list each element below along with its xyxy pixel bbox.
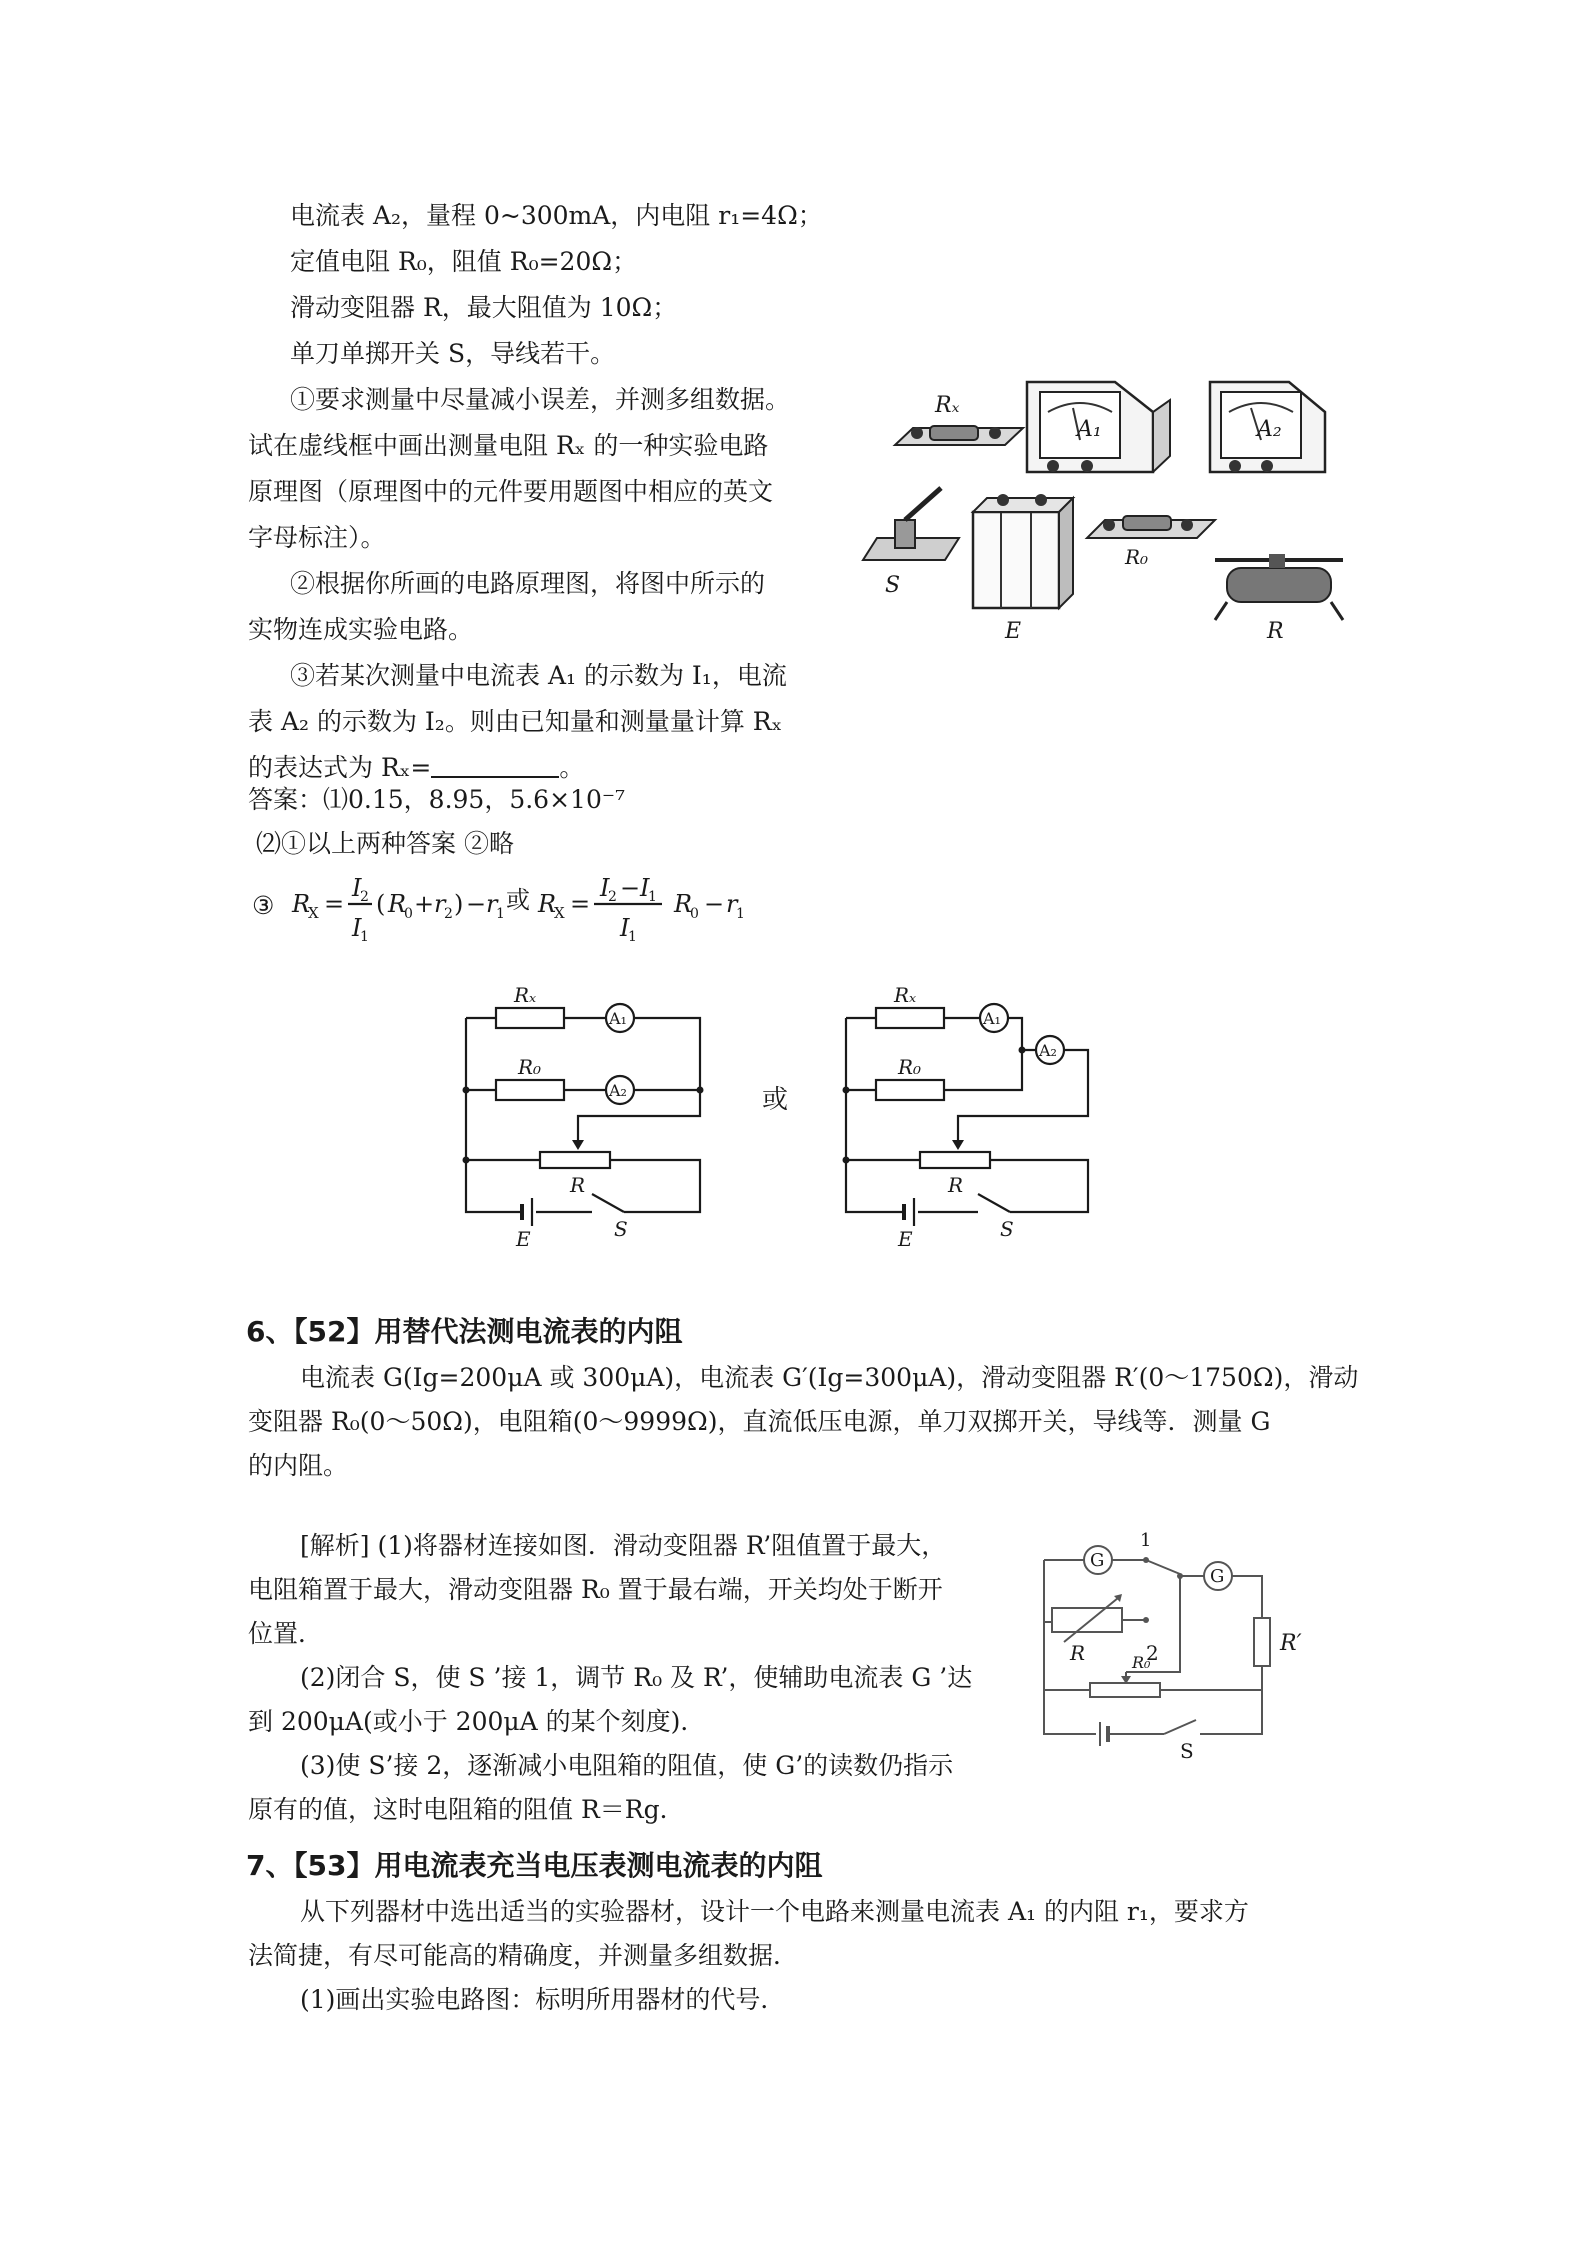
svg-text:r: r bbox=[726, 890, 738, 918]
svg-text:1: 1 bbox=[628, 929, 637, 945]
fig-s-label: S bbox=[1180, 1739, 1194, 1763]
section-6-analysis-3: 位置． bbox=[248, 1619, 324, 1648]
svg-text:−: − bbox=[466, 890, 487, 918]
a1-label: A₁ bbox=[1077, 417, 1102, 442]
svg-text:2: 2 bbox=[444, 906, 453, 922]
svg-text:r: r bbox=[486, 890, 498, 918]
svg-text:1: 1 bbox=[496, 906, 505, 922]
svg-text:0: 0 bbox=[404, 906, 413, 922]
ammeter-a2 bbox=[1210, 382, 1325, 472]
svg-text:X: X bbox=[308, 904, 319, 922]
left-a2-label: A₂ bbox=[609, 1081, 627, 1100]
or-text: 或 bbox=[506, 886, 530, 914]
svg-text:R: R bbox=[538, 890, 557, 918]
svg-text:1: 1 bbox=[648, 889, 657, 905]
fig-rp-label: R′ bbox=[1280, 1631, 1302, 1656]
svg-text:I: I bbox=[352, 874, 362, 902]
q1-line-2: 试在虚线框中画出测量电阻 Rₓ 的一种实验电路 bbox=[248, 431, 769, 460]
switch-s bbox=[863, 488, 959, 598]
q1-line-1: ①要求测量中尽量减小误差，并测多组数据。 bbox=[290, 385, 791, 414]
answer-line-3-marker: ③ bbox=[252, 891, 275, 920]
right-r0-label: R₀ bbox=[898, 1055, 922, 1079]
r-label: R bbox=[1267, 619, 1284, 644]
section-7-para-3: (1)画出实验电路图：标明所用器材的代号． bbox=[300, 1985, 786, 2014]
svg-text:=: = bbox=[324, 890, 345, 918]
svg-text:X: X bbox=[554, 904, 565, 922]
svg-text:=: = bbox=[570, 890, 591, 918]
svg-text:R: R bbox=[674, 890, 693, 918]
left-r0-label: R₀ bbox=[518, 1055, 542, 1079]
svg-text:): ) bbox=[454, 890, 464, 918]
svg-text:−: − bbox=[704, 890, 725, 918]
section-7-heading: 7、【53】用电流表充当电压表测电流表的内阻 bbox=[246, 1849, 823, 1882]
svg-text:+: + bbox=[414, 890, 435, 918]
q3-line-2: 表 A₂ 的示数为 I₂。则由已知量和测量量计算 Rₓ bbox=[248, 707, 783, 736]
battery-e bbox=[973, 494, 1073, 644]
apparatus-figure bbox=[855, 370, 1375, 650]
svg-text:2: 2 bbox=[608, 889, 617, 905]
svg-text:1: 1 bbox=[736, 906, 745, 922]
s-label: S bbox=[885, 573, 901, 598]
rx-label: Rₓ bbox=[935, 393, 960, 418]
r0-resistor-board bbox=[1087, 516, 1215, 569]
section-6-para-1: 电流表 G(Ig=200μA 或 300μA)，电流表 G′(Ig=300μA)，滑动变阻器 R′(0～1750Ω)，滑动 bbox=[300, 1363, 1359, 1392]
q1-line-3: 原理图（原理图中的元件要用题图中相应的英文 bbox=[248, 477, 774, 506]
svg-text:(: ( bbox=[376, 890, 386, 918]
intro-line-1: 电流表 A₂，量程 0~300mA，内电阻 r₁=4Ω； bbox=[290, 201, 823, 230]
answer-blank bbox=[431, 754, 559, 778]
svg-text:I: I bbox=[620, 914, 630, 942]
right-rx-label: Rₓ bbox=[894, 983, 917, 1007]
circuit-diagrams bbox=[440, 980, 1110, 1251]
ammeter-a1 bbox=[1027, 382, 1170, 472]
left-a1-label: A₁ bbox=[609, 1009, 627, 1028]
circuit-left bbox=[463, 983, 704, 1251]
substitution-circuit bbox=[1030, 1526, 1320, 1763]
e-label: E bbox=[1005, 619, 1022, 644]
intro-line-3: 滑动变阻器 R，最大阻值为 10Ω； bbox=[290, 293, 678, 322]
rx-formula bbox=[290, 862, 770, 952]
fig-r-label: R bbox=[1070, 1641, 1086, 1665]
q2-line-2: 实物连成实验电路。 bbox=[248, 615, 474, 644]
fig-r0-label: R₀ bbox=[1132, 1653, 1151, 1672]
svg-text:R: R bbox=[388, 890, 407, 918]
q1-line-4: 字母标注）。 bbox=[248, 523, 386, 552]
answer-line-1: 答案：⑴0.15，8.95，5.6×10⁻⁷ bbox=[248, 785, 626, 814]
svg-text:0: 0 bbox=[690, 906, 699, 922]
svg-text:r: r bbox=[434, 890, 446, 918]
section-6-analysis-5: 到 200μA(或小于 200μA 的某个刻度)． bbox=[248, 1707, 706, 1736]
fig-two-label: 2 bbox=[1146, 1641, 1159, 1665]
section-6-analysis-7: 原有的值，这时电阻箱的阻值 R＝Rg． bbox=[248, 1795, 685, 1824]
left-e-label: E bbox=[516, 1227, 531, 1251]
circuit-right bbox=[843, 983, 1089, 1251]
left-rx-label: Rₓ bbox=[514, 983, 537, 1007]
section-7-para-1: 从下列器材中选出适当的实验器材，设计一个电路来测量电流表 A₁ 的内阻 r₁，要求方 bbox=[300, 1897, 1249, 1926]
right-s-label: S bbox=[1000, 1217, 1014, 1241]
section-6-analysis-4: (2)闭合 S，使 S ’接 1，调节 R₀ 及 R’，使辅助电流表 G ’达 bbox=[300, 1663, 973, 1692]
r0-label: R₀ bbox=[1125, 545, 1149, 569]
svg-text:R: R bbox=[292, 890, 311, 918]
q3-line-3: 的表达式为 Rₓ= 。 bbox=[248, 753, 585, 782]
left-s-label: S bbox=[614, 1217, 628, 1241]
svg-text:I: I bbox=[352, 914, 362, 942]
fig-one-label: 1 bbox=[1140, 1530, 1152, 1551]
intro-line-2: 定值电阻 R₀，阻值 R₀=20Ω； bbox=[290, 247, 638, 276]
rheostat-r bbox=[1215, 554, 1343, 644]
circuit-or-text: 或 bbox=[762, 1085, 789, 1115]
section-6-analysis-1: [解析] (1)将器材连接如图．滑动变阻器 R’阻值置于最大， bbox=[300, 1531, 947, 1560]
a2-label: A₂ bbox=[1257, 417, 1282, 442]
fig-g-label: G bbox=[1090, 1550, 1105, 1571]
left-r-label: R bbox=[570, 1173, 586, 1197]
right-r-label: R bbox=[948, 1173, 964, 1197]
q3-line-1: ③若某次测量中电流表 A₁ 的示数为 I₁，电流 bbox=[290, 661, 787, 690]
right-a2-label: A₂ bbox=[1039, 1041, 1057, 1060]
section-6-analysis-2: 电阻箱置于最大，滑动变阻器 R₀ 置于最右端，开关均处于断开 bbox=[248, 1575, 943, 1604]
right-e-label: E bbox=[898, 1227, 913, 1251]
section-6-heading: 6、【52】用替代法测电流表的内阻 bbox=[246, 1315, 683, 1348]
section-6-para-3: 的内阻。 bbox=[248, 1451, 349, 1480]
svg-text:I: I bbox=[600, 874, 610, 902]
right-a1-label: A₁ bbox=[983, 1009, 1001, 1028]
svg-text:2: 2 bbox=[360, 889, 369, 905]
svg-text:I: I bbox=[640, 874, 650, 902]
answer-line-2: ⑵①以上两种答案 ②略 bbox=[256, 829, 514, 858]
fig-g2-label: G bbox=[1210, 1566, 1225, 1587]
section-6-para-2: 变阻器 R₀(0～50Ω)，电阻箱(0～9999Ω)，直流低压电源，单刀双掷开关，导线等．测量 G bbox=[248, 1407, 1271, 1436]
section-6-analysis-6: (3)使 S’接 2，逐渐减小电阻箱的阻值，使 G’的读数仍指示 bbox=[300, 1751, 954, 1780]
svg-text:−: − bbox=[620, 874, 641, 902]
section-7-para-2: 法简捷，有尽可能高的精确度，并测量多组数据． bbox=[248, 1941, 799, 1970]
q2-line-1: ②根据你所画的电路原理图，将图中所示的 bbox=[290, 569, 766, 598]
intro-line-4: 单刀单掷开关 S，导线若干。 bbox=[290, 339, 616, 368]
svg-text:1: 1 bbox=[360, 929, 369, 945]
rx-resistor-board bbox=[895, 393, 1023, 445]
